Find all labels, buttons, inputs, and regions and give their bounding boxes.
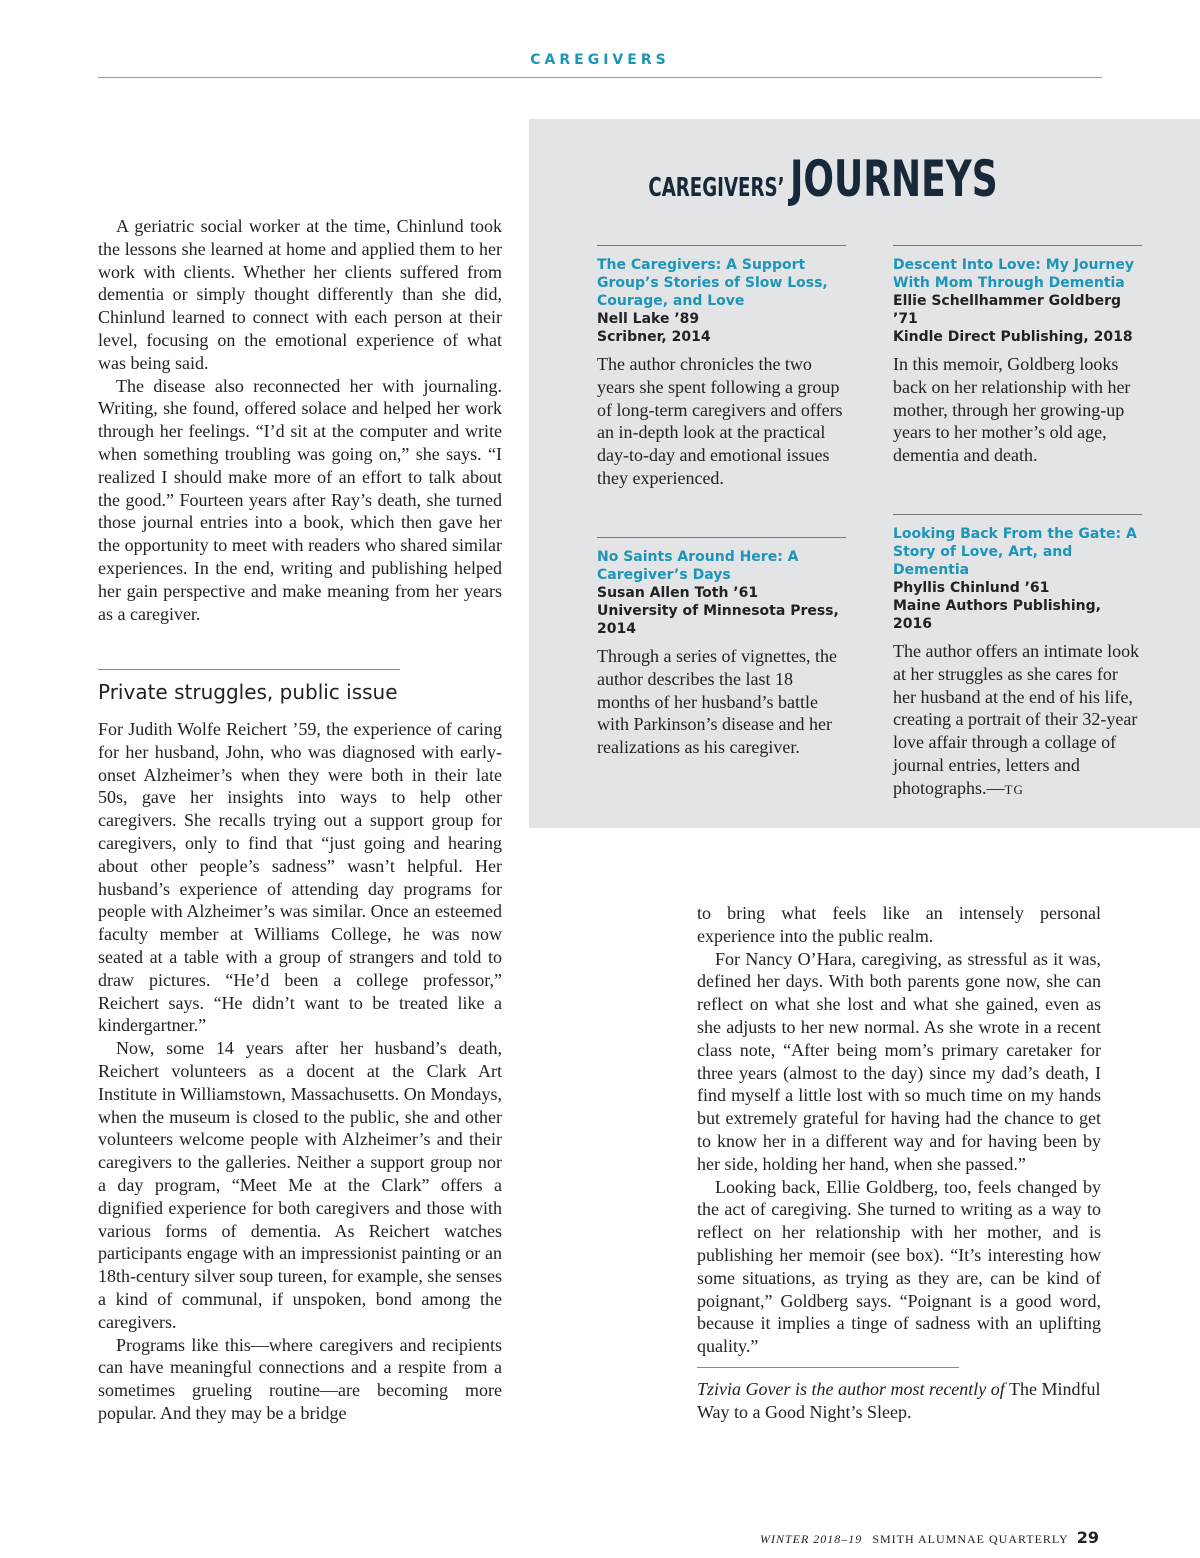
book-title: Looking Back From the Gate: A Story of Love, Art, and Dementia <box>893 526 1137 578</box>
body-paragraph: For Judith Wolfe Reichert ’59, the experience of caring for her husband, John, who was diagnosed with early-onset Alzheimer’s when they were both in their late 50s, gave her insights into ways to help other caregivers. She recalls trying out a support group for caregivers, only to find that “just going and hearing about other people’s sadness” wasn’t helpful. Her husband’s experience of attending day programs for people with Alzheimer’s was similar. Once an esteemed faculty member at Williams College, he was now seated at a table with a group of strangers and told to draw pictures. “He’d been a college professor,” Reichert says. “He didn’t want to be treated like a kindergartner.” <box>98 719 502 1036</box>
book-title: No Saints Around Here: A Caregiver’s Days <box>597 549 799 583</box>
body-paragraph: The disease also reconnected her with journaling. Writing, she found, offered solace and helped her work through her feelings. “I’d sit at the computer and write when something troubling was going on,” she says. “I realized I should make more of an effort to talk about the good.” Fourteen years after Ray’s death, she turned those journal entries into a book, which then gave her the opportunity to meet with readers who shared similar experiences. In the end, writing and publishing helped her gain perspective and make meaning from her years as a caregiver. <box>98 375 502 624</box>
book-description: Through a series of vignettes, the author describes the last 18 months of her husband’s battle with Parkinson’s disease and her realizations as his caregiver. <box>597 646 837 758</box>
book-description: In this memoir, Goldberg looks back on her relationship with her mother, through her growing-up years to her mother’s old age, dementia and death. <box>893 354 1131 466</box>
right-column <box>697 902 1101 1358</box>
sidebar-title-big: JOURNEYS <box>790 150 999 208</box>
left-column-bottom <box>98 718 502 1425</box>
magazine-name: SMITH ALUMNAE QUARTERLY <box>872 1532 1069 1546</box>
book-rule <box>597 245 846 246</box>
book-publisher: Maine Authors Publishing, 2016 <box>893 598 1101 632</box>
section-label: CAREGIVERS <box>530 52 670 68</box>
book-description: The author chronicles the two years she spent following a group of long-term caregivers and offers an in-depth look at the practical day-to-day and emotional issues they experienced. <box>597 354 843 488</box>
body-paragraph: Looking back, Ellie Goldberg, too, feels changed by the act of caregiving. She turned to writing as a way to reflect on her relationship with her mother, and is publishing her memoir (see box). “It’s interesting how some situations, as trying as they are, can be kind of poignant,” Goldberg says. “Poignant is a good word, because it implies a tinge of sadness with an uplifting quality.” <box>697 1176 1101 1357</box>
page-footer <box>760 1528 1099 1548</box>
book-entry <box>597 537 846 759</box>
author-note-book: The Mindful Way to a Good Night’s Sleep. <box>697 1379 1101 1422</box>
book-author: Phyllis Chinlund ’61 <box>893 580 1050 596</box>
body-paragraph: to bring what feels like an intensely personal experience into the public realm. <box>697 903 1101 946</box>
author-note-rule <box>697 1367 959 1368</box>
subhead-rule <box>98 669 400 670</box>
book-rule <box>893 514 1142 515</box>
sidebar-title-small: CAREGIVERS’ <box>648 173 785 203</box>
book-title: The Caregivers: A Support Group’s Stories of Slow Loss, Courage, and Love <box>597 257 828 309</box>
book-description <box>893 640 1142 802</box>
book-author: Nell Lake ’89 <box>597 311 700 327</box>
author-note-italic: Tzivia Gover is the author most recently of <box>697 1379 1005 1399</box>
body-paragraph: Now, some 14 years after her husband’s death, Reichert volunteers as a docent at the Clark Art Institute in Williamstown, Massachusetts. On Mondays, when the museum is closed to the public, she and other volunteers welcome people with Alzheimer’s and their caregivers to the galleries. Neither a support group nor a day program, “Meet Me at the Clark” offers a dignified experience for both caregivers and those with various forms of dementia. As Reichert watches participants engage with an impressionist painting or an 18th-century silver soup tureen, for example, she senses a kind of communal, if unspoken, bond among the caregivers. <box>98 1038 502 1332</box>
book-publisher: Scribner, 2014 <box>597 329 711 345</box>
sidebar-title <box>529 150 1200 208</box>
page-number: 29 <box>1076 1528 1099 1547</box>
author-initials: TG <box>1004 781 1024 797</box>
book-publisher: Kindle Direct Publishing, 2018 <box>893 329 1133 345</box>
body-paragraph: Programs like this—where caregivers and recipients can have meaningful connections and a respite from a sometimes grueling routine—are becoming more popular. And they may be a bridge <box>98 1334 502 1423</box>
body-paragraph: A geriatric social worker at the time, Chinlund took the lessons she learned at home and applied them to her work with clients. Whether her clients suffered from dementia or simply thought differently than she did, Chinlund learned to connect with each person at their level, focusing on the emotional experience of what was being said. <box>98 216 502 373</box>
book-publisher: University of Minnesota Press, 2014 <box>597 603 839 637</box>
left-column-top <box>98 215 502 625</box>
body-paragraph: For Nancy O’Hara, caregiving, as stressful as it was, defined her days. With both parents gone now, she can reflect on what she lost and what she gained, even as she adjusts to her new normal. As she wrote in a recent class note, “After being mom’s primary caretaker for three years (almost to the day) since my dad’s death, I find myself a little lost with so much time on my hands but extremely grateful for having had the chance to get to know her in a different way and for having been by her side, holding her hand, when she passed.” <box>697 948 1101 1174</box>
header-rule <box>98 77 1102 78</box>
book-rule <box>597 537 846 538</box>
author-note <box>697 1378 1101 1424</box>
book-author: Ellie Schellhammer Goldberg ’71 <box>893 293 1122 327</box>
book-rule <box>893 245 1142 246</box>
subhead: Private struggles, public issue <box>98 680 398 704</box>
book-title: Descent Into Love: My Journey With Mom Through Dementia <box>893 257 1134 291</box>
book-description-text: The author offers an intimate look at her struggles as she cares for her husband at the end of his life, creating a portrait of their 32-year love affair through a collage of journal entries, letters and photographs.— <box>893 641 1140 798</box>
book-entry <box>893 514 1142 802</box>
book-author: Susan Allen Toth ’61 <box>597 585 759 601</box>
book-entry <box>597 245 846 490</box>
book-entry <box>893 245 1142 467</box>
issue-label: WINTER 2018–19 <box>759 1532 863 1546</box>
